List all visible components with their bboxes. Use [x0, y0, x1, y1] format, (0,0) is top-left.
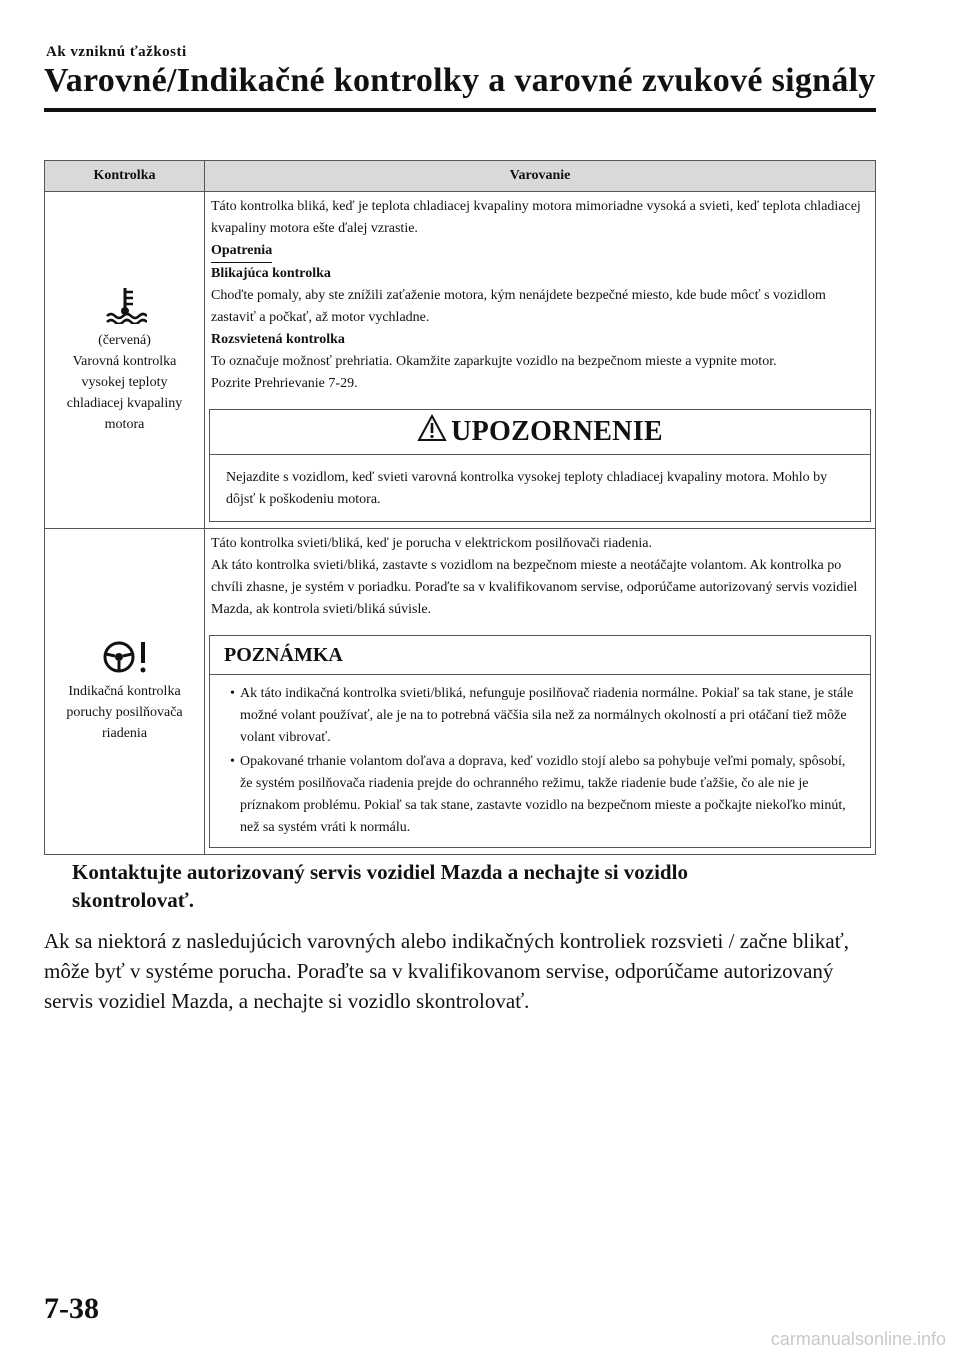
page-title: Varovné/Indikačné kontrolky a varovné zvukové signály: [44, 62, 876, 99]
icon-color-label: (červená): [98, 332, 151, 348]
power-steering-text-2: Ak táto kontrolka svieti/bliká, zastavte s vozidlom na bezpečnom mieste a neotáčajte volantom. Ak kontrolka po chvíli zhasne, je systém v poriadku. Poraďte sa v kvalifikovanom servise, odporúčame autorizovaný servis vozidiel Mazda, ak kontrola svieti/bliká súvisle.: [211, 558, 858, 617]
table-row: [45, 192, 876, 529]
lamp-label-line: motora: [104, 416, 145, 432]
note-list: [228, 683, 854, 839]
note-item: • Ak táto indikačná kontrolka svieti/bliká, nefunguje posilňovač riadenia normálne. Pokiaľ sa tak stane, je stále možné volant používať, ale je na to potrebná väčšia sila než za normálnych okolností a pri otáčaní tiež môže volant vibrovať.: [228, 683, 854, 749]
table-header-row: [45, 161, 876, 192]
lit-lamp-text: To označuje možnosť prehriatia. Okamžite zaparkujte vozidlo na bezpečnom mieste a vypnite motor.: [211, 354, 777, 369]
watermark: carmanualsonline.info: [770, 1329, 946, 1349]
header-divider: [44, 108, 876, 112]
caution-text: Nejazdite s vozidlom, keď svieti varovná kontrolka vysokej teploty chladiacej kvapaliny motora. Mohlo by dôjsť k poškodeniu motora.: [226, 470, 828, 507]
warning-cell-coolant: [205, 192, 876, 529]
caution-title: UPOZORNENIE: [451, 416, 663, 447]
body-paragraph: Ak sa niektorá z nasledujúcich varovných alebo indikačných kontroliek rozsvieti / začne blikať, môže byť v systéme porucha. Poraďte sa v kvalifikovanom servise, odporúčame autorizovaný servis vozidiel Mazda, a nechajte si vozidlo skontrolovať.: [44, 929, 849, 1013]
note-item: • Opakované trhanie volantom doľava a doprava, keď vozidlo stojí alebo sa pohybuje veľmi pomaly, spôsobí, že systém posilňovača riadenia prejde do ochranného režimu, takže riadenie bude ťažšie, čo ale nie je príznakom problému. Pokiaľ sa tak stane, zastavte vozidlo na bezpečnom mieste a počkajte niekoľko minút, než sa systém vráti k normálu.: [228, 751, 854, 839]
coolant-intro-text: Táto kontrolka bliká, keď je teplota chladiacej kvapaliny motora mimoriadne vysoká a svieti, keď teplota chladiacej kvapaliny motora ešte ďalej vzrastie.: [211, 199, 861, 236]
lamp-label-line: poruchy posilňovača: [66, 705, 183, 720]
power-steering-malfunction-icon: [45, 639, 204, 675]
opatrenia-heading: Opatrenia: [211, 240, 272, 263]
warning-triangle-icon: [417, 414, 451, 450]
overheating-reference: Pozrite Prehrievanie 7-29.: [211, 376, 358, 391]
table-row: [45, 529, 876, 855]
lamp-cell-coolant: [45, 192, 205, 529]
note-box: [209, 635, 871, 848]
lamp-label-line: chladiacej kvapaliny: [66, 395, 183, 411]
column-header-varovanie: Varovanie: [205, 161, 876, 192]
section-label: Ak vzniknú ťažkosti: [46, 44, 187, 60]
coolant-temperature-icon: [45, 286, 204, 324]
column-header-kontrolka: Kontrolka: [45, 161, 205, 192]
warning-lights-table: [44, 160, 876, 855]
caution-header: [210, 410, 870, 455]
caution-box: [209, 409, 871, 522]
blinking-lamp-heading: Blikajúca kontrolka: [211, 266, 331, 281]
page-number: 7-38: [44, 1292, 99, 1325]
lamp-label-line: Varovná kontrolka: [72, 353, 177, 369]
note-title: POZNÁMKA: [210, 636, 870, 675]
lamp-label-line: vysokej teploty: [81, 374, 168, 390]
blinking-lamp-text: Choďte pomaly, aby ste znížili zaťaženie motora, kým nenájdete bezpečné miesto, kde bude môcť s vozidlom zastaviť a počkať, až motor vychladne.: [211, 288, 826, 325]
contact-service-statement: Kontaktujte autorizovaný servis vozidiel Mazda a nechajte si vozidlo skontrolovať.: [72, 860, 688, 912]
power-steering-text-1: Táto kontrolka svieti/bliká, keď je porucha v elektrickom posilňovači riadenia.: [211, 536, 652, 551]
warning-cell-power-steering: [205, 529, 876, 855]
lamp-label-line: Indikačná kontrolka: [68, 684, 181, 699]
lit-lamp-heading: Rozsvietená kontrolka: [211, 332, 345, 347]
lamp-cell-power-steering: [45, 529, 205, 855]
lamp-label-line: riadenia: [101, 726, 148, 741]
